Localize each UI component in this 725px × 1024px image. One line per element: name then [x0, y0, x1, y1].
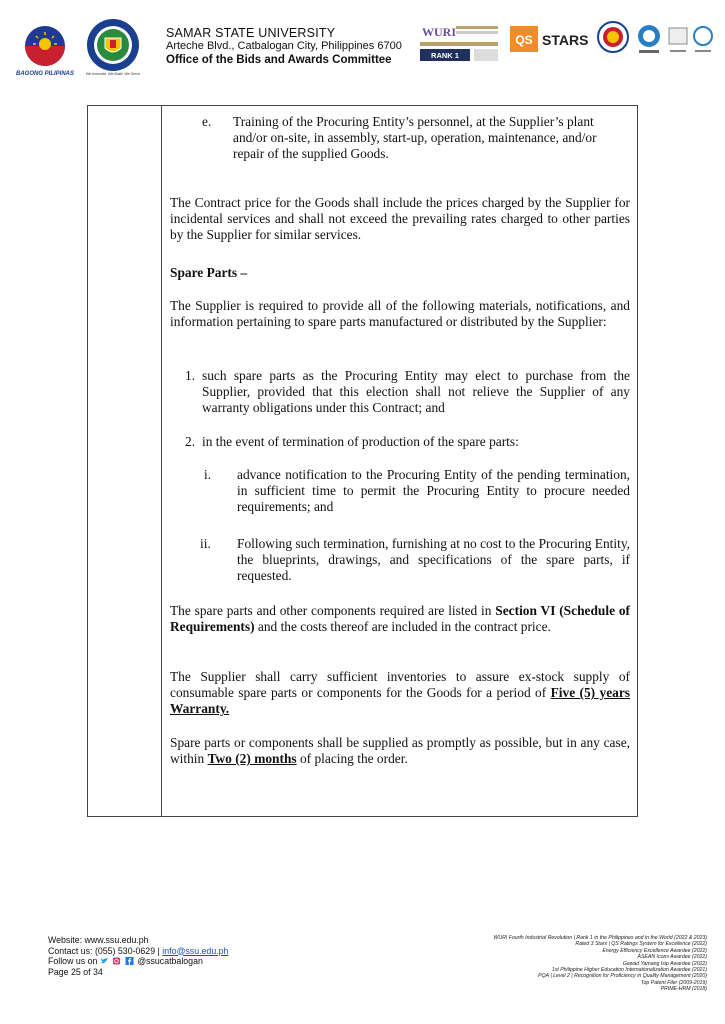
sub-item-ii-text: Following such termination, furnishing at no cost to the Procuring Entity, the blueprints, drawings, and specifications of the spare parts, if requested. [237, 536, 630, 584]
award-line: WURI Fourth Industrial Revolution | Rank 1 in the Philippines and in the World (2022 & 2023) [493, 935, 707, 941]
university-address: Arteche Blvd., Catbalogan City, Philippines 6700 [166, 40, 402, 52]
iso-badge-icon [692, 22, 714, 56]
inventory-paragraph: The Supplier shall carry sufficient inventories to assure ex-stock supply of consumable spare parts or components for the Goods for a period of Five (5) years Warranty. [170, 669, 631, 717]
award-line: Top Patent Filer (2009-2019) [640, 979, 707, 986]
award-line: Gawad Yamang Isip Awardee (2022) [622, 960, 707, 967]
list-item-2-text: in the event of termination of production of the spare parts: [202, 434, 519, 449]
footer-contact: Contact us: (055) 530-0629 | info@ssu.edu.ph [48, 945, 229, 956]
table-column-divider [161, 105, 162, 817]
list-item-2-label: 2. [185, 434, 196, 449]
twitter-icon[interactable] [100, 957, 109, 965]
wurl-rank-badge [418, 22, 502, 68]
page-number: Page 25 of 34 [48, 966, 103, 977]
list-item-1-text: such spare parts as the Procuring Entity may elect to purchase from the Supplier, provided that this election shall not relieve the Supplier of any warranty obligations under this Contract; and [202, 368, 630, 416]
university-seal [84, 18, 142, 76]
award-line: ASEAN Icons Awardee (2022) [637, 954, 707, 961]
sub-item-i-label: i. [204, 467, 212, 482]
footer-social: Follow us on @ssucatbalogan [48, 956, 203, 966]
list-item-1-label: 1. [185, 368, 196, 383]
svg-text:STARS: STARS [542, 32, 589, 48]
svg-text:BAGONG PILIPINAS: BAGONG PILIPINAS [15, 71, 75, 77]
footer-contact-block [48, 935, 228, 977]
schedule-requirements-paragraph: The spare parts and other components required are listed in Section VI (Schedule of Requirements) and the costs thereof are included in the contract price. [170, 603, 630, 635]
award-line: PQA | Level 2 | Recognition for Proficiency in Quality Management (2020) [538, 973, 707, 980]
item-e-label: e. [202, 114, 212, 129]
award-line: Rated 3 Stars | QS Ratings System for Excellence (2022) [575, 941, 707, 948]
footer-email-link[interactable]: info@ssu.edu.ph [162, 945, 229, 956]
supplier-required-paragraph: The Supplier is required to provide all of the following materials, notifications, and information pertaining to spare parts manufactured or distributed by the Supplier: [170, 298, 630, 330]
supply-period: Two (2) months [207, 751, 297, 767]
warranty-period: Five (5) years Warranty. [170, 685, 631, 717]
sub-item-ii-label: ii. [200, 536, 211, 551]
qs-stars-badge [510, 24, 594, 54]
office-name: Office of the Bids and Awards Committee [166, 54, 392, 66]
contract-price-paragraph: The Contract price for the Goods shall include the prices charged by the Supplier for incidental services and shall not exceed the prevailing rates charged to other parties by the Supplier for similar services. [170, 195, 630, 243]
certification-mark-icon [667, 22, 689, 56]
svg-text:RANK 1: RANK 1 [431, 51, 459, 60]
bagong-pilipinas-logo [14, 22, 76, 78]
header-text-block [166, 26, 402, 68]
item-e-text: Training of the Procuring Entity’s personnel, at the Supplier’s plant and/or on-site, in assembly, start-up, operation, maintenance, and/or repair of the supplied Goods. [233, 114, 597, 162]
section-vi-reference: Section VI (Schedule of Requirements) [170, 603, 630, 635]
spare-parts-heading: Spare Parts – [170, 265, 248, 280]
asean-award-icon [596, 20, 630, 54]
facebook-icon[interactable] [125, 957, 134, 965]
svg-text:We Innovate. We Build. We Serv: We Innovate. We Build. We Serve [85, 72, 141, 76]
svg-text:QS: QS [515, 33, 533, 47]
svg-text:WURI: WURI [422, 25, 457, 39]
award-line: PRIME-HRM (2018) [660, 986, 707, 993]
supply-timing-paragraph: Spare parts or components shall be supplied as promptly as possible, but in any case, within Two (2) months of placing the order. [170, 735, 630, 767]
university-name: SAMAR STATE UNIVERSITY [166, 26, 336, 40]
instagram-icon[interactable] [112, 957, 121, 965]
footer-awards-list [493, 935, 707, 993]
award-line: Energy Efficiency Excellence Awardee (2022) [602, 947, 707, 954]
award-line: 1st Philippine Higher Education Internationalization Awardee (2021) [551, 967, 707, 974]
footer-website: Website: www.ssu.edu.ph [48, 935, 149, 945]
certification-badge-icon [634, 22, 664, 56]
sub-item-i-text: advance notification to the Procuring Entity of the pending termination, in sufficient time to permit the Procuring Entity to procure needed requirements; and [237, 467, 630, 515]
